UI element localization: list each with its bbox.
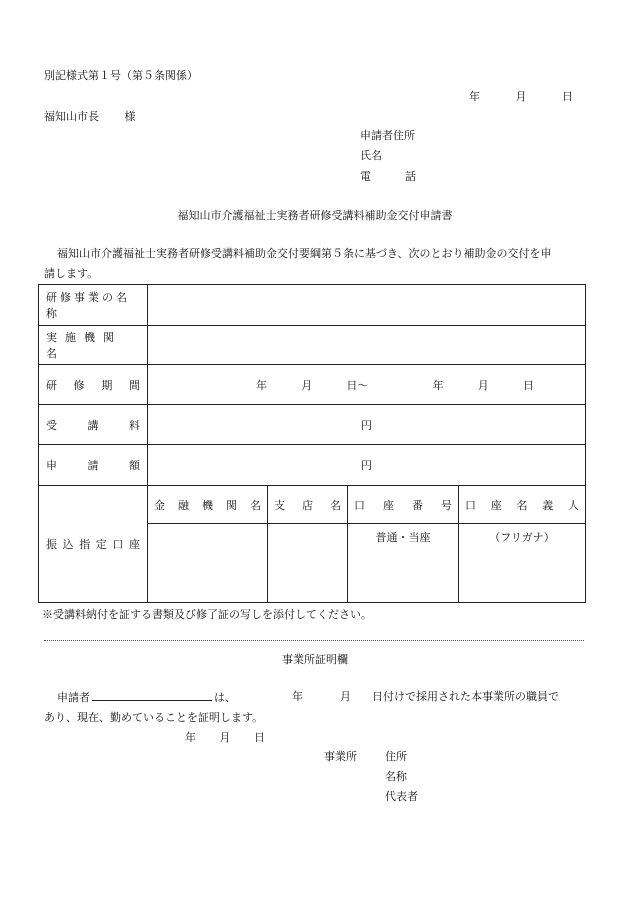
row-fee: [39, 405, 586, 445]
dotted-divider: [44, 640, 584, 641]
page-title: 福知山市介護福祉士実務者研修受講料補助金交付申請書: [177, 209, 453, 222]
fee-label: 受 講 料: [39, 405, 148, 445]
day-label: 日: [562, 90, 573, 103]
period-label: 研 修 期 間: [39, 365, 148, 405]
row-account-headers: [39, 486, 586, 524]
bank-name-header: 金 融 機 関 名: [148, 486, 268, 524]
applicant-name-blank[interactable]: [92, 688, 212, 701]
certification-date: 年 月 日: [185, 731, 265, 744]
form-number: 別記様式第１号（第５条関係）: [44, 69, 198, 82]
attachment-note: ※受講料納付を証する書類及び修了証の写しを添付してください。: [42, 608, 372, 621]
course-name-field[interactable]: [148, 285, 586, 326]
period-field[interactable]: [148, 365, 586, 405]
course-name-label: 研修事業の名称: [39, 285, 148, 326]
application-table: [38, 284, 586, 603]
intro-line-1: 福知山市介護福祉士実務者研修受講料補助金交付要綱第５条に基づき、次のとおり補助金の交付を申: [57, 247, 552, 260]
intro-line-2: 請します。: [44, 267, 99, 280]
certification-line-2: あり、現在、勤めていることを証明します。: [44, 711, 264, 724]
fee-yen: 円: [361, 418, 372, 432]
office-name-label: 名称: [385, 770, 407, 783]
account-number-header: 口 座 番 号: [348, 486, 459, 524]
certification-line-1-tail: 日付けで採用された本事業所の職員で: [372, 690, 559, 703]
bank-name-field[interactable]: [148, 524, 268, 603]
account-number-field[interactable]: [348, 524, 459, 603]
row-institution: [39, 326, 586, 365]
account-label: 振 込 指 定 口 座: [39, 486, 148, 603]
addressee-honorific: 様: [124, 110, 136, 123]
applicant-name-label: 氏名: [360, 149, 382, 162]
account-type: 普通・当座: [375, 531, 431, 544]
applicant-phone-label: 電 話: [360, 170, 416, 183]
row-requested: [39, 445, 586, 486]
year-label: 年: [469, 90, 480, 103]
furigana-label: （フリガナ）: [489, 531, 555, 544]
requested-field[interactable]: [148, 445, 586, 486]
certification-line-1: 申請者 は、: [57, 688, 236, 705]
account-holder-field[interactable]: [459, 524, 586, 603]
row-course-name: [39, 285, 586, 326]
addressee: [44, 108, 136, 124]
employment-month-label: 月: [340, 690, 351, 703]
applicant-address-label: 申請者住所: [360, 129, 415, 142]
institution-field[interactable]: [148, 326, 586, 365]
branch-field[interactable]: [268, 524, 348, 603]
office-label: 事業所: [324, 750, 357, 763]
institution-label: 実施機関名: [39, 326, 148, 365]
requested-yen: 円: [361, 459, 372, 472]
office-address-label: 住所: [385, 750, 407, 763]
period-value: 年 月 日～ 年 月 日: [256, 378, 534, 392]
employment-year-label: 年: [292, 690, 303, 703]
month-label: 月: [515, 90, 527, 103]
fee-field[interactable]: [148, 405, 586, 445]
requested-label: 申 請 額: [39, 445, 148, 486]
certification-heading: 事業所証明欄: [282, 653, 348, 666]
row-period: [39, 365, 586, 405]
addressee-name: 福知山市長: [44, 110, 99, 123]
branch-header: 支 店 名: [268, 486, 348, 524]
account-holder-header: 口 座 名 義 人: [459, 486, 586, 524]
office-representative-label: 代表者: [385, 790, 418, 803]
submission-date: [469, 88, 573, 104]
